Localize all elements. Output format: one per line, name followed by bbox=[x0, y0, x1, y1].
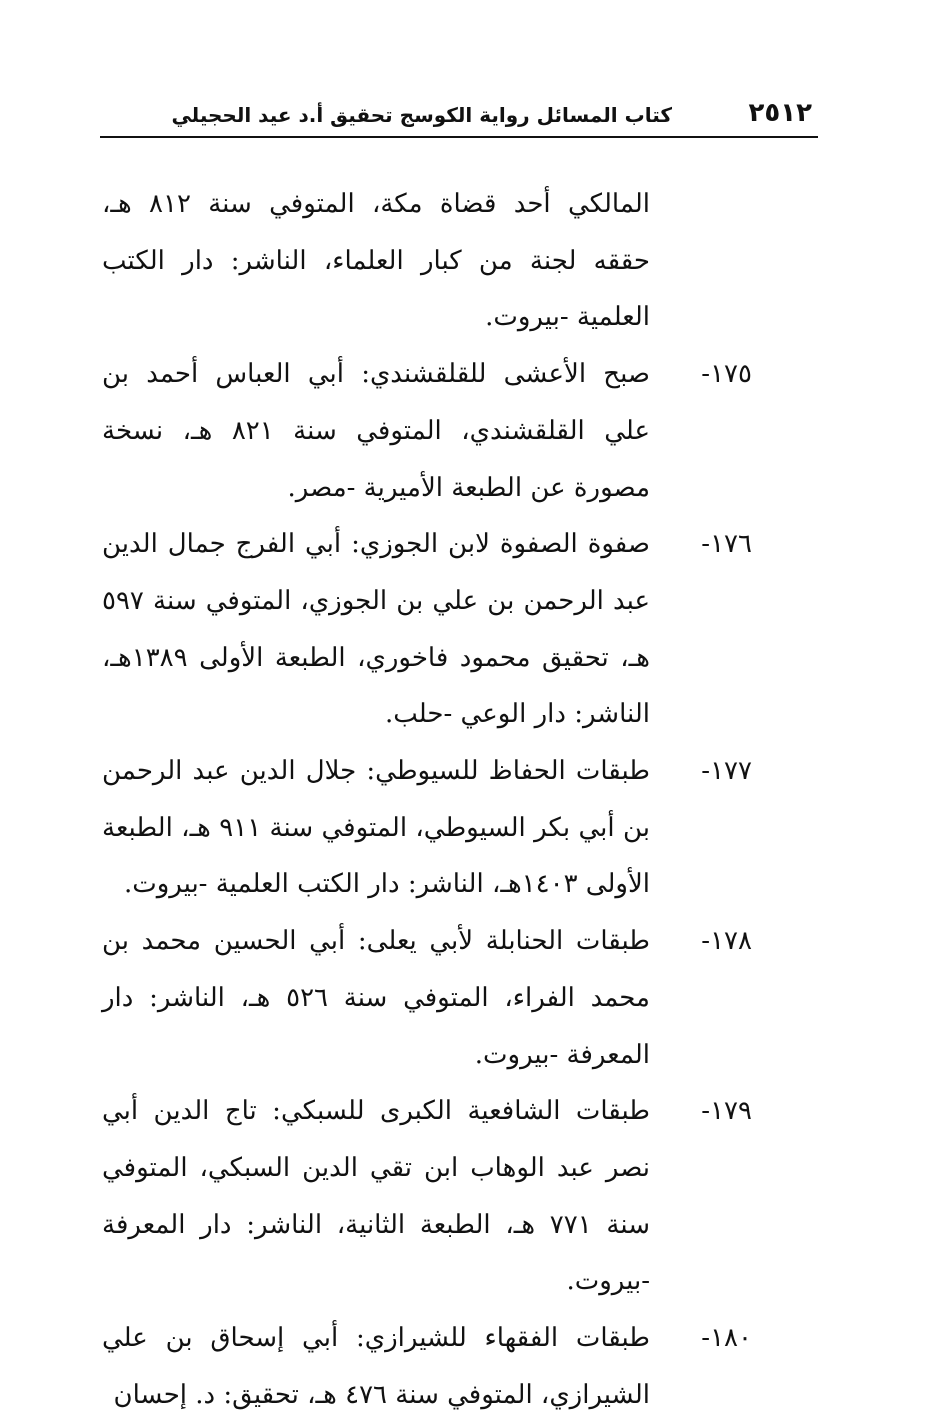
running-title: كتاب المسائل رواية الكوسج تحقيق أ.د عيد الحجيلي bbox=[171, 103, 672, 127]
page-header bbox=[100, 92, 818, 138]
entry-number: ١٧٥- bbox=[701, 359, 752, 390]
entry-text: طبقات الحفاظ للسيوطي: جلال الدين عبد الرحمن بن أبي بكر السيوطي، المتوفي سنة ٩١١ هـ، الطبعة الأولى ١٤٠٣هـ، الناشر: دار الكتب العلمية -بيروت. bbox=[102, 756, 650, 900]
entry-text: صبح الأعشى للقلقشندي: أبي العباس أحمد بن علي القلقشندي، المتوفي سنة ٨٢١ هـ، نسخة مصورة عن الطبعة الأميرية -مصر. bbox=[102, 359, 650, 503]
bibliography-entry-179 bbox=[102, 1083, 752, 1310]
entry-number: ١٧٦- bbox=[701, 529, 752, 560]
entry-text: صفوة الصفوة لابن الجوزي: أبي الفرج جمال الدين عبد الرحمن بن علي بن الجوزي، المتوفي سنة ٥٩٧ هـ، تحقيق محمود فاخوري، الطبعة الأولى ١٣٨٩هـ، الناشر: دار الوعي -حلب. bbox=[102, 529, 650, 730]
entry-text: المالكي أحد قضاة مكة، المتوفي سنة ٨١٢ هـ، حققه لجنة من كبار العلماء، الناشر: دار الكتب العلمية -بيروت. bbox=[102, 189, 651, 333]
bibliography-entry-175 bbox=[102, 346, 752, 516]
entry-number: ١٧٨- bbox=[701, 926, 752, 957]
entry-text: طبقات الفقهاء للشيرازي: أبي إسحاق بن علي الشيرازي، المتوفي سنة ٤٧٦ هـ، تحقيق: د. إحسان bbox=[102, 1323, 650, 1410]
entry-number: ١٨٠- bbox=[701, 1323, 752, 1354]
bibliography-entry-180 bbox=[102, 1310, 752, 1423]
bibliography-entry-176 bbox=[102, 516, 752, 743]
bibliography-entry-178 bbox=[102, 913, 752, 1083]
bibliography-entry-177 bbox=[102, 743, 752, 913]
entry-text: طبقات الحنابلة لأبي يعلى: أبي الحسين محمد بن محمد الفراء، المتوفي سنة ٥٢٦ هـ، الناشر: دار المعرفة -بيروت. bbox=[102, 926, 650, 1070]
bibliography-list bbox=[102, 176, 752, 1423]
entry-text: طبقات الشافعية الكبرى للسبكي: تاج الدين أبي نصر عبد الوهاب ابن تقي الدين السبكي، المتوفي سنة ٧٧١ هـ، الطبعة الثانية، الناشر: دار المعرفة -بيروت. bbox=[102, 1096, 650, 1297]
bibliography-entry-continuation bbox=[102, 176, 752, 346]
page-number: ٢٥١٢ bbox=[748, 98, 812, 128]
entry-number: ١٧٧- bbox=[701, 756, 752, 787]
entry-number: ١٧٩- bbox=[701, 1096, 752, 1127]
